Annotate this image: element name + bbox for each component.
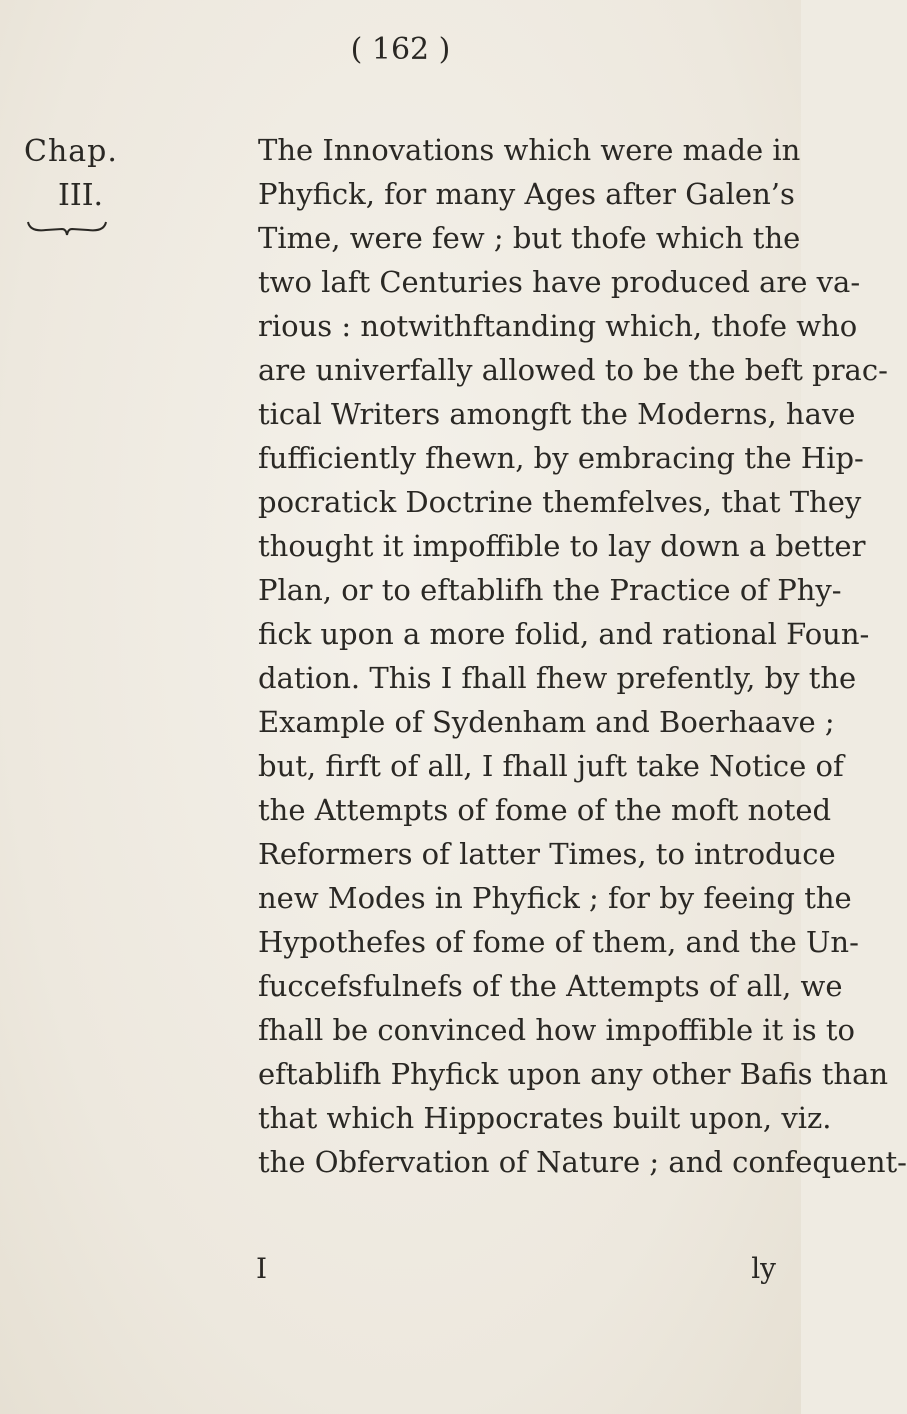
page-number: ( 162 ) <box>350 32 451 67</box>
signature-mark: I <box>256 1252 268 1285</box>
text-line: fufficiently fhewn, by embracing the Hip- <box>258 441 864 475</box>
text-line: the Attempts of fome of the moft noted <box>258 793 832 827</box>
text-line: fhall be convinced how impoffible it is to <box>258 1013 856 1047</box>
text-line: Reformers of latter Times, to introduce <box>258 837 836 871</box>
chapter-margin-note <box>24 130 118 218</box>
chapter-number: III. <box>58 178 104 213</box>
text-line: pocratick Doctrine themfelves, that They <box>258 485 862 519</box>
text-line: new Modes in Phyfick ; for by feeing the <box>258 881 852 915</box>
body-text <box>258 128 907 1184</box>
catchword: ly <box>751 1252 776 1285</box>
chapter-label: Chap. <box>24 134 118 169</box>
text-line: Hypothefes of fome of them, and the Un- <box>258 925 859 959</box>
text-line: two laft Centuries have produced are va- <box>258 265 861 299</box>
text-line: but, firft of all, I fhall juft take Notice of <box>258 749 844 783</box>
text-line: Example of Sydenham and Boerhaave ; <box>258 705 835 739</box>
text-line: are univerfally allowed to be the beft prac- <box>258 353 888 387</box>
text-line: dation. This I fhall fhew prefently, by the <box>258 661 857 695</box>
text-line: eftablifh Phyfick upon any other Bafis than <box>258 1057 889 1091</box>
text-line: fuccefsfulnefs of the Attempts of all, we <box>258 969 843 1003</box>
text-line: Plan, or to eftablifh the Practice of Phy- <box>258 573 842 607</box>
text-line: rious : notwithftanding which, thofe who <box>258 309 858 343</box>
text-line: Phyfick, for many Ages after Galen’s <box>258 177 795 211</box>
text-line: the Obfervation of Nature ; and confequent- <box>258 1145 907 1179</box>
text-line: The Innovations which were made in <box>258 133 801 167</box>
text-line: tical Writers amongft the Moderns, have <box>258 397 856 431</box>
text-line: Time, were few ; but thofe which the <box>258 221 801 255</box>
brace-ornament <box>26 220 108 238</box>
text-line: thought it impoffible to lay down a better <box>258 529 866 563</box>
text-line: fick upon a more folid, and rational Foun- <box>258 617 870 651</box>
text-line: that which Hippocrates built upon, viz. <box>258 1101 832 1135</box>
